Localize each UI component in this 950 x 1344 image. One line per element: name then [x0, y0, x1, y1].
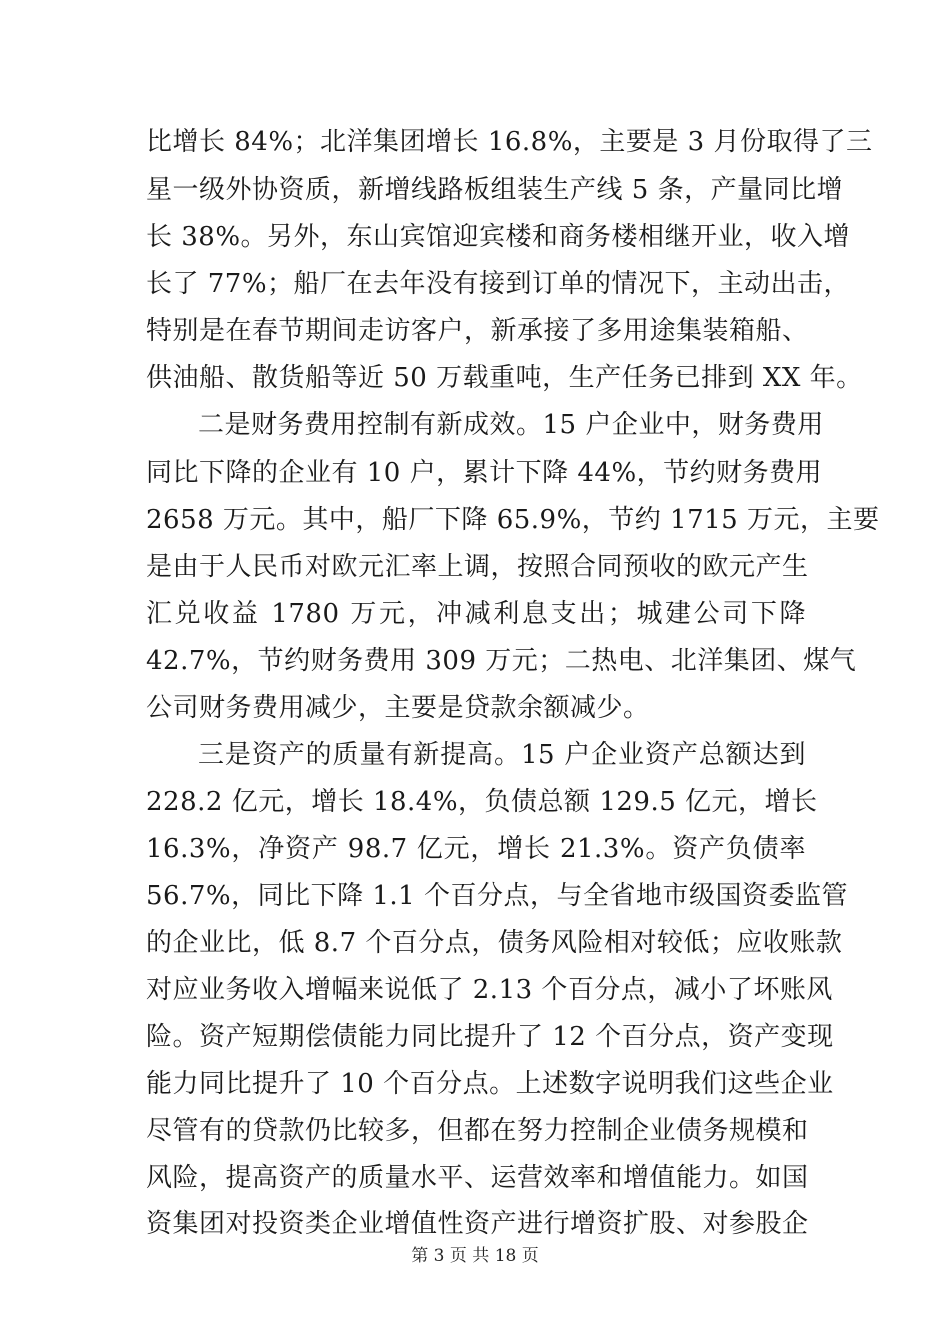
paragraph-line: 二是财务费用控制有新成效。15 户企业中，财务费用 [198, 410, 824, 440]
paragraph-line: 供油船、散货船等近 50 万载重吨，生产任务已排到 XX 年。 [146, 363, 863, 393]
paragraph-line: 同比下降的企业有 10 户，累计下降 44%，节约财务费用 [146, 458, 823, 488]
paragraph-line: 对应业务收入增幅来说低了 2.13 个百分点，减小了坏账风 [146, 975, 833, 1005]
paragraph-line: 风险，提高资产的质量水平、运营效率和增值能力。如国 [146, 1163, 809, 1193]
paragraph-line: 16.3%，净资产 98.7 亿元，增长 21.3%。资产负债率 [146, 834, 806, 864]
paragraph-line: 星一级外协资质，新增线路板组装生产线 5 条，产量同比增 [146, 175, 844, 205]
page-number-footer: 第 3 页 共 18 页 [411, 1246, 539, 1266]
paragraph-line: 三是资产的质量有新提高。15 户企业资产总额达到 [198, 740, 806, 770]
paragraph-line: 2658 万元。其中，船厂下降 65.9%，节约 1715 万元，主要 [146, 505, 880, 535]
paragraph-line: 228.2 亿元，增长 18.4%，负债总额 129.5 亿元，增长 [146, 787, 818, 817]
paragraph-line: 能力同比提升了 10 个百分点。上述数字说明我们这些企业 [146, 1069, 834, 1099]
paragraph-line: 尽管有的贷款仍比较多，但都在努力控制企业债务规模和 [146, 1116, 809, 1146]
paragraph-line: 长 38%。另外，东山宾馆迎宾楼和商务楼相继开业，收入增 [146, 222, 851, 252]
paragraph-line: 资集团对投资类企业增值性资产进行增资扩股、对参股企 [146, 1209, 809, 1239]
paragraph-line: 比增长 84%；北洋集团增长 16.8%，主要是 3 月份取得了三 [146, 127, 873, 157]
paragraph-line: 的企业比，低 8.7 个百分点，债务风险相对较低；应收账款 [146, 928, 843, 958]
paragraph-line: 公司财务费用减少，主要是贷款余额减少。 [146, 693, 650, 723]
paragraph-line: 特别是在春节期间走访客户，新承接了多用途集装箱船、 [146, 316, 809, 346]
paragraph-line: 是由于人民币对欧元汇率上调，按照合同预收的欧元产生 [146, 552, 809, 582]
paragraph-line: 42.7%，节约财务费用 309 万元；二热电、北洋集团、煤气 [146, 646, 857, 676]
paragraph-line: 56.7%，同比下降 1.1 个百分点，与全省地市级国资委监管 [146, 881, 848, 911]
paragraph-line: 长了 77%；船厂在去年没有接到订单的情况下，主动出击， [146, 269, 851, 299]
paragraph-line: 汇兑收益 1780 万元，冲减利息支出；城建公司下降 [146, 599, 806, 629]
paragraph-line: 险。资产短期偿债能力同比提升了 12 个百分点，资产变现 [146, 1022, 834, 1052]
